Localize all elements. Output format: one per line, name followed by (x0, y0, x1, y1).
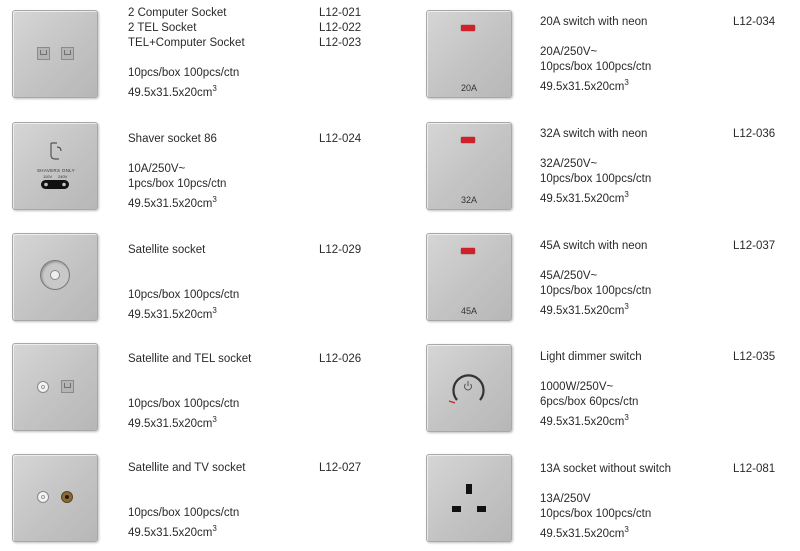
rating-spec: 13A/250V (540, 493, 591, 505)
product-code: L12-024 (319, 133, 362, 145)
product-description (128, 352, 251, 432)
product-image-dimmer-switch (426, 344, 512, 432)
packing-spec: 1pcs/box 10pcs/ctn (128, 178, 227, 190)
carton-dimensions: $49.5x31.5x20cm^3$ (540, 78, 629, 93)
product-name: 2 Computer Socket (128, 7, 227, 19)
rating-spec: 45A/250V~ (540, 270, 598, 282)
tv-port-icon (61, 491, 73, 503)
carton-dimensions: $49.5x31.5x20cm^3$ (540, 302, 629, 317)
satellite-port-icon (37, 381, 49, 393)
product-name: Satellite socket (128, 244, 206, 256)
computer-socket-icon (37, 47, 50, 60)
product-name: 2 TEL Socket (128, 22, 197, 34)
product-image-45a-switch (426, 233, 512, 321)
carton-dimensions: $49.5x31.5x20cm^3$ (540, 525, 629, 540)
packing-spec: 10pcs/box 100pcs/ctn (540, 285, 652, 297)
product-code: L12-081 (733, 463, 776, 475)
packing-spec: 10pcs/box 100pcs/ctn (128, 289, 240, 301)
product-name: TEL+Computer Socket (128, 37, 245, 49)
neon-indicator-icon (461, 25, 475, 31)
shaver-label: SHAVERS ONLY (37, 168, 75, 173)
product-image-20a-switch (426, 10, 512, 98)
live-pin-icon (452, 506, 461, 512)
packing-spec: 10pcs/box 100pcs/ctn (128, 398, 240, 410)
product-codes (319, 6, 361, 51)
earth-pin-icon (466, 484, 472, 494)
carton-dimensions: $49.5x31.5x20cm^3$ (128, 84, 217, 99)
product-name: 20A switch with neon (540, 16, 648, 28)
product-code: L12-034 (733, 16, 776, 28)
product-name: Shaver socket 86 (128, 133, 217, 145)
satellite-socket-icon (40, 260, 70, 290)
product-name: 13A socket without switch (540, 463, 672, 475)
carton-dimensions: $49.5x31.5x20cm^3$ (128, 306, 217, 321)
product-image-13a-socket (426, 454, 512, 542)
product-image-shaver-socket (12, 122, 98, 210)
product-name: Satellite and TV socket (128, 462, 246, 474)
product-description (540, 15, 651, 95)
switch-rating: 45A (461, 306, 478, 316)
switch-rating: 32A (461, 195, 478, 205)
neutral-pin-icon (477, 506, 486, 512)
product-description (128, 243, 239, 323)
rating-spec: 1000W/250V~ (540, 381, 614, 393)
packing-spec: 10pcs/box 100pcs/ctn (540, 61, 652, 73)
product-code: L12-037 (733, 240, 776, 252)
product-name: Satellite and TEL socket (128, 353, 252, 365)
product-code: L12-027 (319, 462, 362, 474)
product-description (128, 461, 245, 541)
neon-indicator-icon (461, 137, 475, 143)
product-image-32a-switch (426, 122, 512, 210)
product-image-satellite-socket (12, 233, 98, 321)
shaver-volt-110: 110V (43, 174, 53, 179)
product-code: L12-022 (319, 22, 362, 34)
product-name: 32A switch with neon (540, 128, 648, 140)
product-name: Light dimmer switch (540, 351, 642, 363)
product-description (540, 239, 651, 319)
shaver-socket-icon (13, 123, 97, 209)
product-image-satellite-tv-socket (12, 454, 98, 542)
rating-spec: 20A/250V~ (540, 46, 598, 58)
rating-spec: 10A/250V~ (128, 163, 186, 175)
product-name: 45A switch with neon (540, 240, 648, 252)
carton-dimensions: $49.5x31.5x20cm^3$ (128, 415, 217, 430)
product-image-satellite-tel-socket (12, 343, 98, 431)
rating-spec: 32A/250V~ (540, 158, 598, 170)
dimmer-knob-icon (427, 345, 511, 431)
product-description (540, 462, 671, 542)
packing-spec: 10pcs/box 100pcs/ctn (128, 67, 240, 79)
carton-dimensions: $49.5x31.5x20cm^3$ (128, 524, 217, 539)
packing-spec: 10pcs/box 100pcs/ctn (540, 173, 652, 185)
product-image-computer-socket (12, 10, 98, 98)
product-description (128, 6, 245, 101)
product-description (128, 132, 226, 212)
packing-spec: 6pcs/box 60pcs/ctn (540, 396, 639, 408)
product-code: L12-029 (319, 244, 362, 256)
product-code: L12-026 (319, 353, 362, 365)
neon-indicator-icon (461, 248, 475, 254)
satellite-port-icon (37, 491, 49, 503)
carton-dimensions: $49.5x31.5x20cm^3$ (540, 190, 629, 205)
packing-spec: 10pcs/box 100pcs/ctn (540, 508, 652, 520)
packing-spec: 10pcs/box 100pcs/ctn (128, 507, 240, 519)
carton-dimensions: $49.5x31.5x20cm^3$ (128, 195, 217, 210)
product-code: L12-036 (733, 128, 776, 140)
carton-dimensions: $49.5x31.5x20cm^3$ (540, 413, 629, 428)
product-code: L12-021 (319, 7, 362, 19)
product-code: L12-035 (733, 351, 776, 363)
product-code: L12-023 (319, 37, 362, 49)
product-description (540, 350, 642, 430)
switch-rating: 20A (461, 83, 478, 93)
shaver-volt-240: 240V (58, 174, 68, 179)
product-description (540, 127, 651, 207)
computer-socket-icon (61, 47, 74, 60)
tel-port-icon (61, 380, 74, 393)
